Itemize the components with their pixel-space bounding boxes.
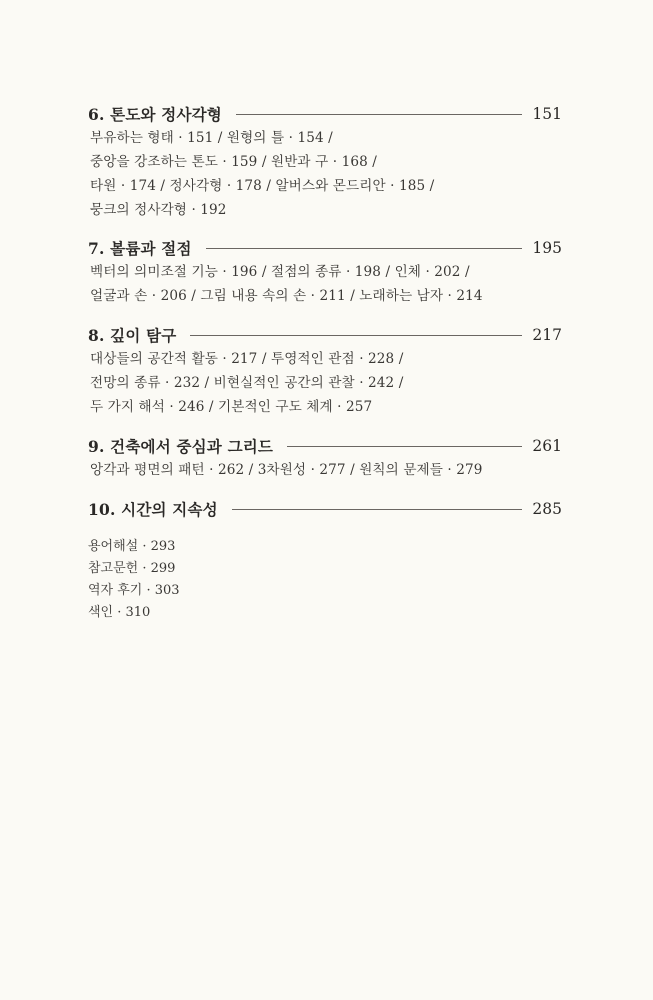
leader-line — [236, 114, 522, 115]
leader-line — [287, 446, 522, 447]
chapter-title[interactable]: 8. 깊이 탐구 — [88, 326, 177, 345]
section-list-line: 앙각과 평면의 패턴 · 262 / 3차원성 · 277 / 원칙의 문제들 · 279 — [90, 462, 483, 478]
section-list-line: 두 가지 해석 · 246 / 기본적인 구도 체계 · 257 — [90, 399, 373, 415]
chapter-page-number[interactable]: 285 — [532, 500, 562, 518]
section-list-line: 대상들의 공간적 활동 · 217 / 투영적인 관점 · 228 / — [90, 351, 404, 367]
chapter-title[interactable]: 9. 건축에서 중심과 그리드 — [88, 437, 274, 456]
section-list-line: 전망의 종류 · 232 / 비현실적인 공간의 관찰 · 242 / — [90, 375, 404, 391]
appendix-item-index[interactable]: 색인 · 310 — [88, 605, 151, 620]
chapter-6 — [88, 102, 562, 222]
chapter-heading — [88, 323, 562, 347]
appendix-item-glossary[interactable]: 용어해설 · 293 — [88, 539, 176, 554]
chapter-page-number[interactable]: 261 — [532, 437, 562, 455]
chapter-title[interactable]: 7. 볼륨과 절점 — [88, 239, 192, 258]
leader-line — [190, 335, 522, 336]
section-list-line: 얼굴과 손 · 206 / 그림 내용 속의 손 · 211 / 노래하는 남자 · 214 — [90, 288, 483, 304]
chapter-title[interactable]: 6. 톤도와 정사각형 — [88, 105, 222, 124]
chapter-page-number[interactable]: 151 — [532, 105, 562, 123]
chapter-title[interactable]: 10. 시간의 지속성 — [88, 500, 218, 519]
section-list-line: 부유하는 형태 · 151 / 원형의 틀 · 154 / — [90, 130, 333, 146]
chapter-7 — [88, 236, 562, 308]
chapter-heading — [88, 236, 562, 260]
chapter-page-number[interactable]: 217 — [532, 326, 562, 344]
section-list-line: 중앙을 강조하는 톤도 · 159 / 원반과 구 · 168 / — [90, 154, 377, 170]
section-list-line: 벡터의 의미조절 기능 · 196 / 절점의 종류 · 198 / 인체 · 202 / — [90, 264, 470, 280]
chapter-heading — [88, 102, 562, 126]
chapter-10 — [88, 497, 562, 521]
chapter-heading — [88, 434, 562, 458]
section-list-line: 타원 · 174 / 정사각형 · 178 / 알버스와 몬드리안 · 185 / — [90, 178, 435, 194]
chapter-page-number[interactable]: 195 — [532, 239, 562, 257]
chapter-heading — [88, 497, 562, 521]
chapter-9 — [88, 434, 562, 482]
leader-line — [206, 248, 523, 249]
appendix-list — [88, 536, 180, 624]
section-list-line: 뭉크의 정사각형 · 192 — [90, 202, 227, 218]
chapter-8 — [88, 323, 562, 419]
leader-line — [232, 509, 523, 510]
appendix-item-translator-afterword[interactable]: 역자 후기 · 303 — [88, 583, 180, 598]
appendix-item-bibliography[interactable]: 참고문헌 · 299 — [88, 561, 176, 576]
